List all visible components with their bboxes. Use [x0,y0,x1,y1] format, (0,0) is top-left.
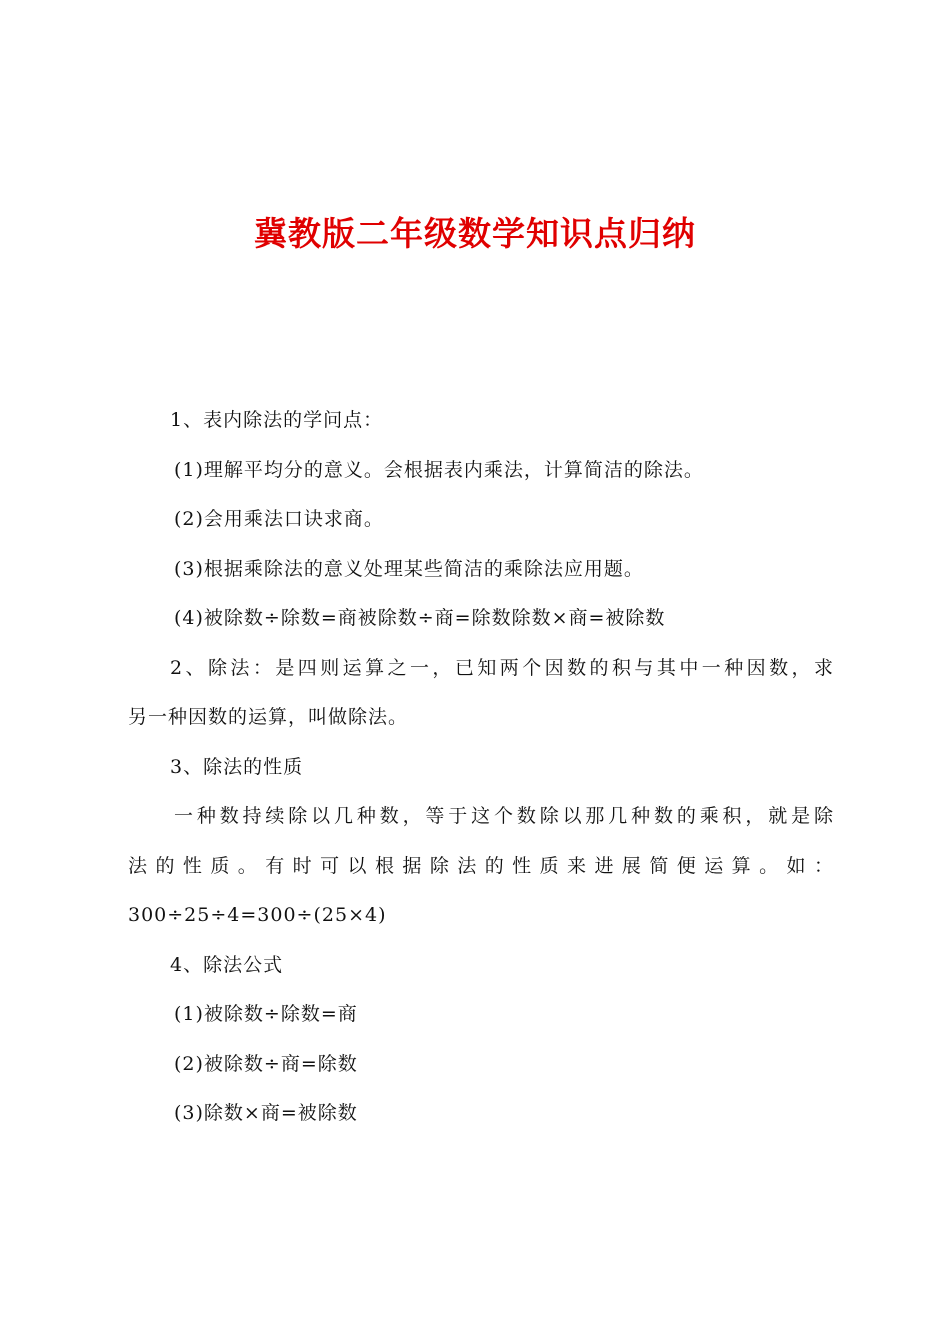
section-2-line-1: 2、除法：是四则运算之一，已知两个因数的积与其中一种因数，求 [170,656,834,679]
section-3-line-1: 一种数持续除以几种数，等于这个数除以那几种数的乘积，就是除 [174,805,834,827]
section-1-heading: 1、表内除法的学问点： [170,409,384,431]
document-title: 冀教版二年级数学知识点归纳 [254,214,696,253]
section-4-item-2: (2)被除数÷商=除数 [174,1052,358,1075]
section-3-heading: 3、除法的性质 [170,755,304,778]
section-4-item-3: (3)除数×商=被除数 [174,1102,358,1124]
section-1-item-4: (4)被除数÷除数=商被除数÷商=除数除数×商=被除数 [174,607,666,629]
section-4-item-1: (1)被除数÷除数=商 [174,1003,358,1025]
section-1-item-3: (3)根据乘除法的意义处理某些简洁的乘除法应用题。 [174,557,644,580]
section-2-paragraph [128,644,834,743]
section-3-line-3: 300÷25÷4=300÷(25×4) [128,904,387,926]
section-4-heading: 4、除法公式 [170,953,284,976]
section-1-item-2: (2)会用乘法口诀求商。 [174,508,384,530]
section-3-paragraph [128,792,834,941]
section-2-line-2: 另一种因数的运算，叫做除法。 [128,706,409,728]
section-3-line-2: 法的性质。有时可以根据除法的性质来进展简便运算。如： [128,854,834,877]
section-1-item-1: (1)理解平均分的意义。会根据表内乘法，计算简洁的除法。 [174,458,704,481]
document-body [128,396,834,1139]
